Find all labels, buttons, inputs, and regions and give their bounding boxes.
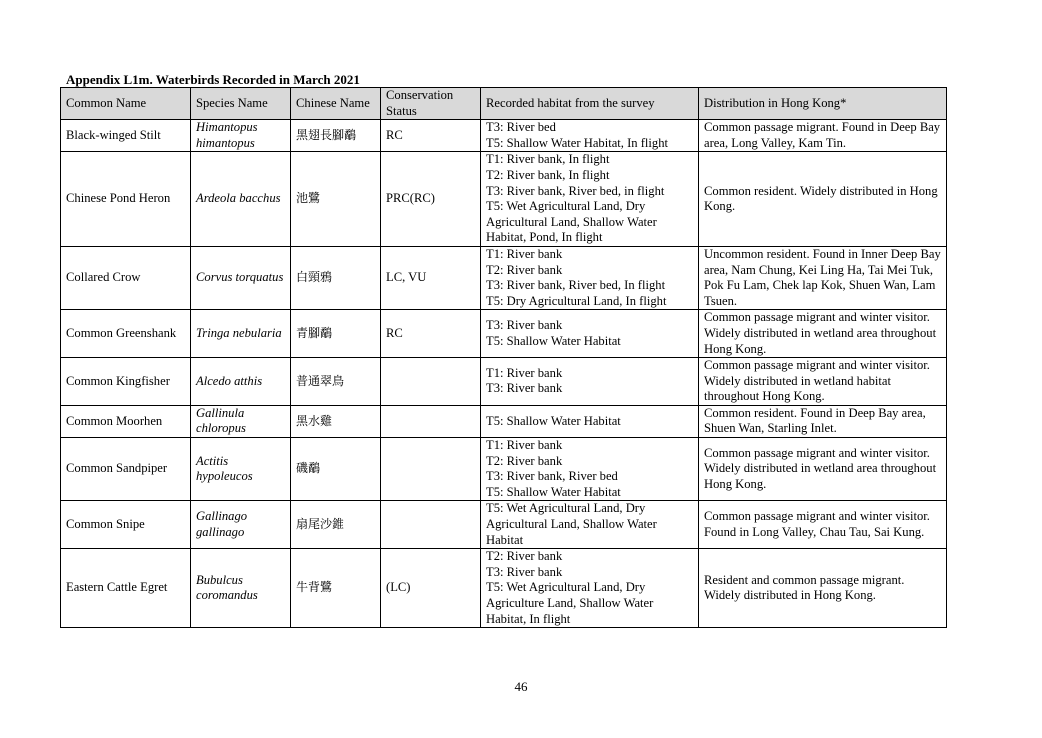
chinese-name-cell: 普通翠鳥 xyxy=(291,358,381,406)
habitat-line: T5: Wet Agricultural Land, Dry Agriculture Land, Shallow Water Habitat, In flight xyxy=(486,580,654,626)
habitat-line: T2: River bank xyxy=(486,453,563,468)
habitat-line: T1: River bank xyxy=(486,246,563,261)
species-name-cell: Ardeola bacchus xyxy=(191,152,291,247)
conservation-status-cell xyxy=(381,358,481,406)
habitat-line: T3: River bank, River bed xyxy=(486,469,618,484)
distribution-cell: Uncommon resident. Found in Inner Deep Bay area, Nam Chung, Kei Ling Ha, Tai Mei Tuk, Pok Fu Lam, Chek lap Kok, Shuen Wan, Lam Tsuen. xyxy=(699,246,947,309)
common-name-cell: Chinese Pond Heron xyxy=(61,152,191,247)
habitat-line: T1: River bank xyxy=(486,438,563,453)
habitat-cell xyxy=(481,549,699,628)
table-row xyxy=(61,549,947,628)
species-name-cell: Alcedo atthis xyxy=(191,358,291,406)
habitat-line: T2: River bank, In flight xyxy=(486,167,610,182)
table-row xyxy=(61,152,947,247)
header-species-name: Species Name xyxy=(191,88,291,120)
habitat-line: T5: Shallow Water Habitat xyxy=(486,484,621,499)
habitat-line: T1: River bank, In flight xyxy=(486,152,610,167)
common-name-cell: Common Kingfisher xyxy=(61,358,191,406)
distribution-cell: Common passage migrant and winter visitor. Found in Long Valley, Chau Tau, Sai Kung. xyxy=(699,501,947,549)
conservation-status-cell: RC xyxy=(381,120,481,152)
header-conservation-status: Conservation Status xyxy=(381,88,481,120)
conservation-status-cell xyxy=(381,501,481,549)
conservation-status-cell: PRC(RC) xyxy=(381,152,481,247)
distribution-cell: Common passage migrant and winter visitor. Widely distributed in wetland area throughout Hong Kong. xyxy=(699,310,947,358)
habitat-line: T3: River bank xyxy=(486,564,563,579)
chinese-name-cell: 黑翅長腳鷸 xyxy=(291,120,381,152)
conservation-status-cell xyxy=(381,405,481,437)
distribution-cell: Common resident. Widely distributed in Hong Kong. xyxy=(699,152,947,247)
chinese-name-cell: 牛背鷺 xyxy=(291,549,381,628)
header-chinese-name: Chinese Name xyxy=(291,88,381,120)
habitat-line: T5: Wet Agricultural Land, Dry Agricultural Land, Shallow Water Habitat, Pond, In flight xyxy=(486,199,657,245)
table-row xyxy=(61,358,947,406)
table-row xyxy=(61,246,947,309)
habitat-line: T2: River bank xyxy=(486,262,563,277)
habitat-cell xyxy=(481,501,699,549)
header-recorded-habitat: Recorded habitat from the survey xyxy=(481,88,699,120)
habitat-line: T3: River bank xyxy=(486,381,563,396)
table-header-row xyxy=(61,88,947,120)
common-name-cell: Eastern Cattle Egret xyxy=(61,549,191,628)
distribution-cell: Resident and common passage migrant. Widely distributed in Hong Kong. xyxy=(699,549,947,628)
conservation-status-cell: (LC) xyxy=(381,549,481,628)
habitat-line: T3: River bed xyxy=(486,120,556,135)
habitat-line: T5: Shallow Water Habitat xyxy=(486,413,621,428)
table-row xyxy=(61,310,947,358)
species-name-cell: Corvus torquatus xyxy=(191,246,291,309)
chinese-name-cell: 池鷺 xyxy=(291,152,381,247)
header-common-name: Common Name xyxy=(61,88,191,120)
species-name-cell: Bubulcus coromandus xyxy=(191,549,291,628)
table-row xyxy=(61,405,947,437)
common-name-cell: Common Moorhen xyxy=(61,405,191,437)
common-name-cell: Common Greenshank xyxy=(61,310,191,358)
chinese-name-cell: 青腳鷸 xyxy=(291,310,381,358)
table-row xyxy=(61,501,947,549)
table-row xyxy=(61,438,947,501)
species-name-cell: Gallinago gallinago xyxy=(191,501,291,549)
habitat-cell xyxy=(481,405,699,437)
common-name-cell: Black-winged Stilt xyxy=(61,120,191,152)
species-name-cell: Tringa nebularia xyxy=(191,310,291,358)
habitat-line: T3: River bank, River bed, In flight xyxy=(486,278,666,293)
header-distribution: Distribution in Hong Kong* xyxy=(699,88,947,120)
species-name-cell: Gallinula chloropus xyxy=(191,405,291,437)
conservation-status-cell: LC, VU xyxy=(381,246,481,309)
common-name-cell: Collared Crow xyxy=(61,246,191,309)
habitat-line: T3: River bank, River bed, in flight xyxy=(486,183,665,198)
distribution-cell: Common passage migrant and winter visitor. Widely distributed in wetland habitat throughout Hong Kong. xyxy=(699,358,947,406)
distribution-cell: Common passage migrant. Found in Deep Bay area, Long Valley, Kam Tin. xyxy=(699,120,947,152)
table-row xyxy=(61,120,947,152)
habitat-line: T1: River bank xyxy=(486,365,563,380)
conservation-status-cell: RC xyxy=(381,310,481,358)
common-name-cell: Common Sandpiper xyxy=(61,438,191,501)
page-number: 46 xyxy=(514,679,528,694)
chinese-name-cell: 黑水雞 xyxy=(291,405,381,437)
species-name-cell: Actitis hypoleucos xyxy=(191,438,291,501)
chinese-name-cell: 磯鷸 xyxy=(291,438,381,501)
habitat-line: T3: River bank xyxy=(486,318,563,333)
distribution-cell: Common resident. Found in Deep Bay area, Shuen Wan, Starling Inlet. xyxy=(699,405,947,437)
habitat-cell xyxy=(481,246,699,309)
appendix-title: Appendix L1m. Waterbirds Recorded in March 2021 xyxy=(66,72,360,87)
common-name-cell: Common Snipe xyxy=(61,501,191,549)
chinese-name-cell: 扇尾沙錐 xyxy=(291,501,381,549)
habitat-cell xyxy=(481,438,699,501)
species-name-cell: Himantopus himantopus xyxy=(191,120,291,152)
habitat-cell xyxy=(481,120,699,152)
habitat-line: T5: Shallow Water Habitat xyxy=(486,333,621,348)
chinese-name-cell: 白頸鴉 xyxy=(291,246,381,309)
table-body xyxy=(61,120,947,628)
habitat-line: T5: Shallow Water Habitat, In flight xyxy=(486,135,669,150)
conservation-status-cell xyxy=(381,438,481,501)
habitat-line: T5: Wet Agricultural Land, Dry Agricultural Land, Shallow Water Habitat xyxy=(486,501,657,547)
habitat-cell xyxy=(481,310,699,358)
habitat-line: T2: River bank xyxy=(486,549,563,564)
habitat-line: T5: Dry Agricultural Land, In flight xyxy=(486,293,667,308)
habitat-cell xyxy=(481,152,699,247)
waterbirds-table xyxy=(60,87,947,628)
habitat-cell xyxy=(481,358,699,406)
distribution-cell: Common passage migrant and winter visitor. Widely distributed in wetland area throughout Hong Kong. xyxy=(699,438,947,501)
